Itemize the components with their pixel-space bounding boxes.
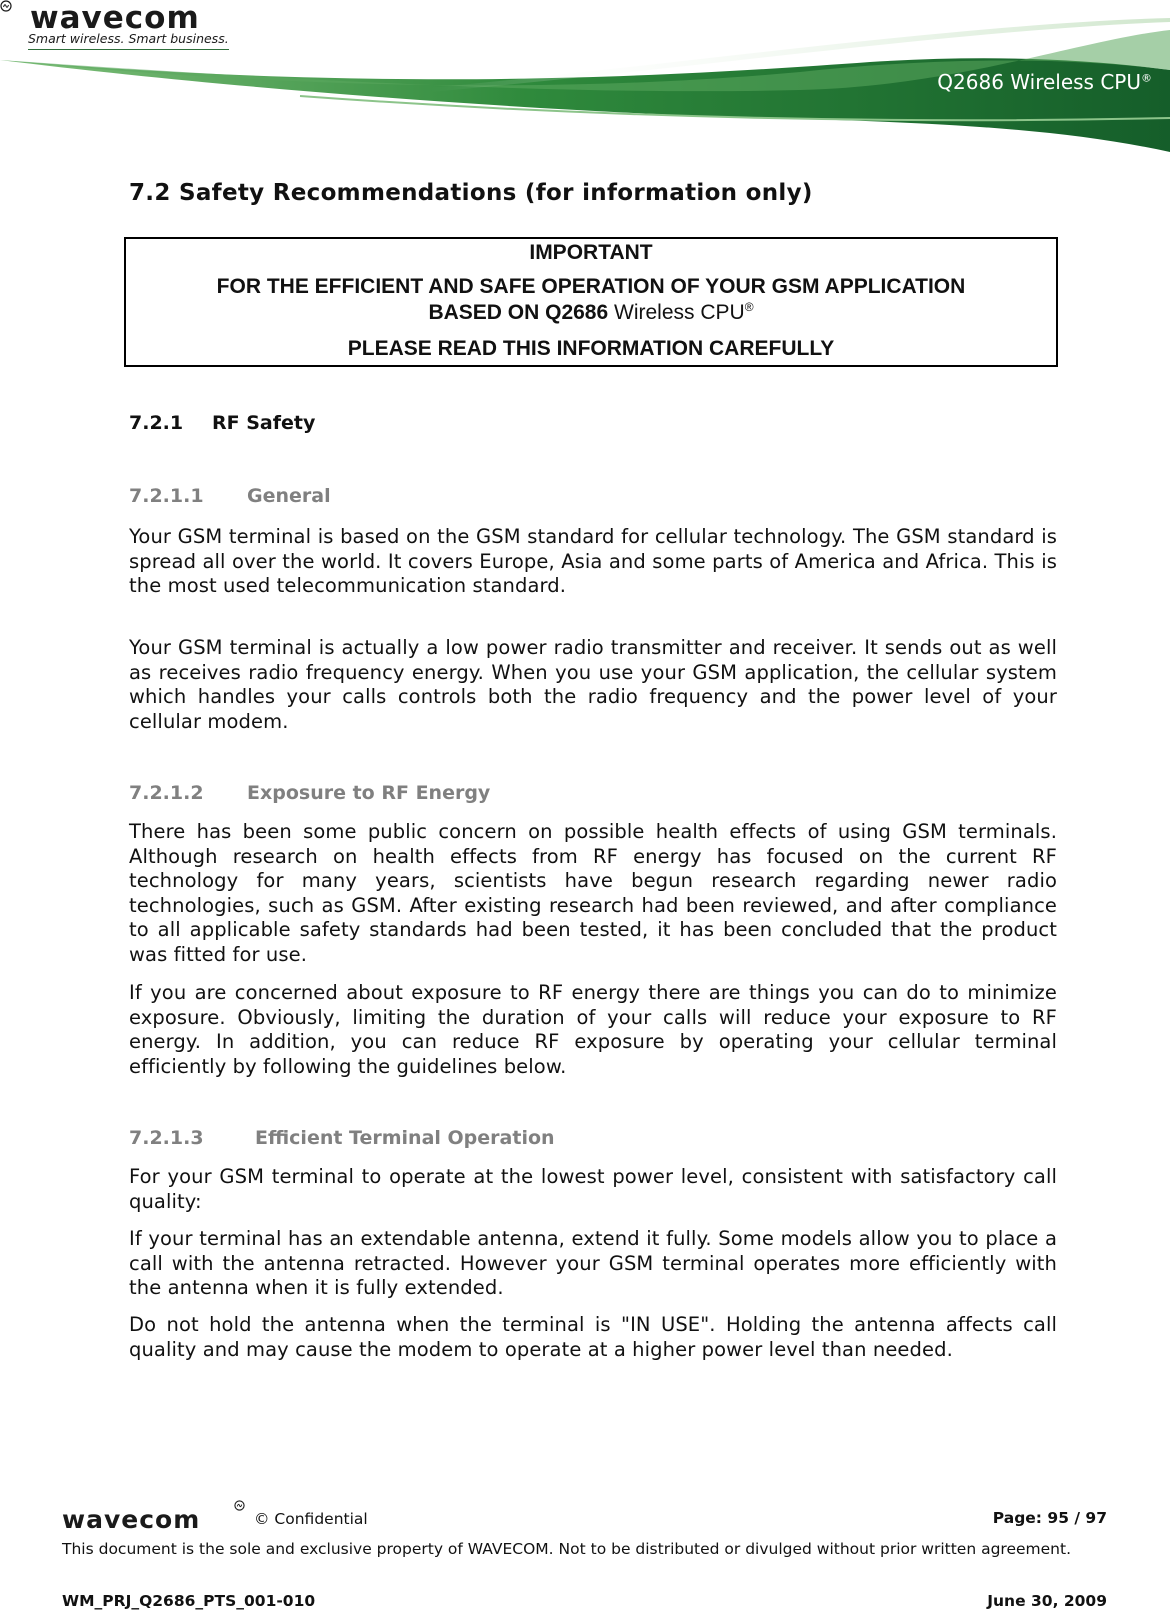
product-title: Q2686 Wireless CPU® — [937, 70, 1152, 94]
subsection-heading-rf-safety: 7.2.1 RF Safety — [129, 412, 316, 434]
paragraph-exposure-1: There has been some public concern on possible health effects of using GSM terminals. Although research on health effects from RF energy has focused on the current RF technology for many years, scientists have begun research regarding newer radio technologies, such as GSM. After existing research had been reviewed, and after compliance to all applicable safety standards had been tested, it has been concluded that the product was fitted for use. — [129, 820, 1057, 966]
paragraph-exposure-2: If you are concerned about exposure to RF energy there are things you can do to minimize exposure. Obviously, limiting the duration of your calls will reduce your exposure to RF energy. In addition, you can reduce RF exposure by operating your cellular terminal efficiently by following the guidelines below. — [129, 981, 1057, 1078]
footer-registered-mark-icon — [234, 1500, 245, 1511]
paragraph-efficient-1: For your GSM terminal to operate at the lowest power level, consistent with satisfactory call quality: — [129, 1165, 1057, 1213]
important-line-3: BASED ON Q2686 Wireless CPU® — [428, 300, 754, 324]
footer-date: June 30, 2009 — [987, 1592, 1107, 1610]
paragraph-general-2: Your GSM terminal is actually a low power radio transmitter and receiver. It sends out as well as receives radio frequency energy. When you use your GSM application, the cellular system which handles your calls controls both the radio frequency and the power level of your cellular modem. — [129, 636, 1057, 733]
section-title: 7.2 Safety Recommendations (for information only) — [129, 180, 813, 206]
footer-document-ref: WM_PRJ_Q2686_PTS_001-010 — [62, 1592, 316, 1610]
footer-notice: This document is the sole and exclusive property of WAVECOM. Not to be distributed or divulged without prior written agreement. — [62, 1540, 1071, 1558]
paragraph-general-1: Your GSM terminal is based on the GSM standard for cellular technology. The GSM standard is spread all over the world. It covers Europe, Asia and some parts of America and Africa. This is the most used telecommunication standard. — [129, 525, 1057, 597]
important-line-4: PLEASE READ THIS INFORMATION CAREFULLY — [347, 337, 835, 360]
paragraph-efficient-2: If your terminal has an extendable antenna, extend it fully. Some models allow you to place a call with the antenna retracted. However your GSM terminal operates more efficiently with the antenna when it is fully extended. — [129, 1227, 1057, 1299]
important-notice-box — [124, 237, 1058, 367]
paragraph-efficient-3: Do not hold the antenna when the terminal is "IN USE". Holding the antenna affects call quality and may cause the modem to operate at a higher power level than needed. — [129, 1313, 1057, 1361]
footer-wavecom-logo: wavecom — [62, 1505, 201, 1534]
heading-exposure: 7.2.1.2 Exposure to RF Energy — [129, 782, 491, 804]
registered-mark-icon — [0, 0, 12, 12]
logo-tagline: Smart wireless. Smart business. — [28, 31, 229, 50]
footer-confidential: © Confidential — [254, 1510, 368, 1528]
heading-efficient-operation: 7.2.1.3 Efficient Terminal Operation — [129, 1127, 555, 1149]
important-line-2: FOR THE EFFICIENT AND SAFE OPERATION OF YOUR GSM APPLICATION — [216, 275, 966, 298]
important-heading: IMPORTANT — [529, 241, 653, 264]
wavecom-logo: wavecom — [30, 0, 200, 36]
heading-general: 7.2.1.1 General — [129, 485, 331, 507]
footer-page-number: Page: 95 / 97 — [992, 1509, 1107, 1527]
page-header — [0, 0, 1170, 160]
